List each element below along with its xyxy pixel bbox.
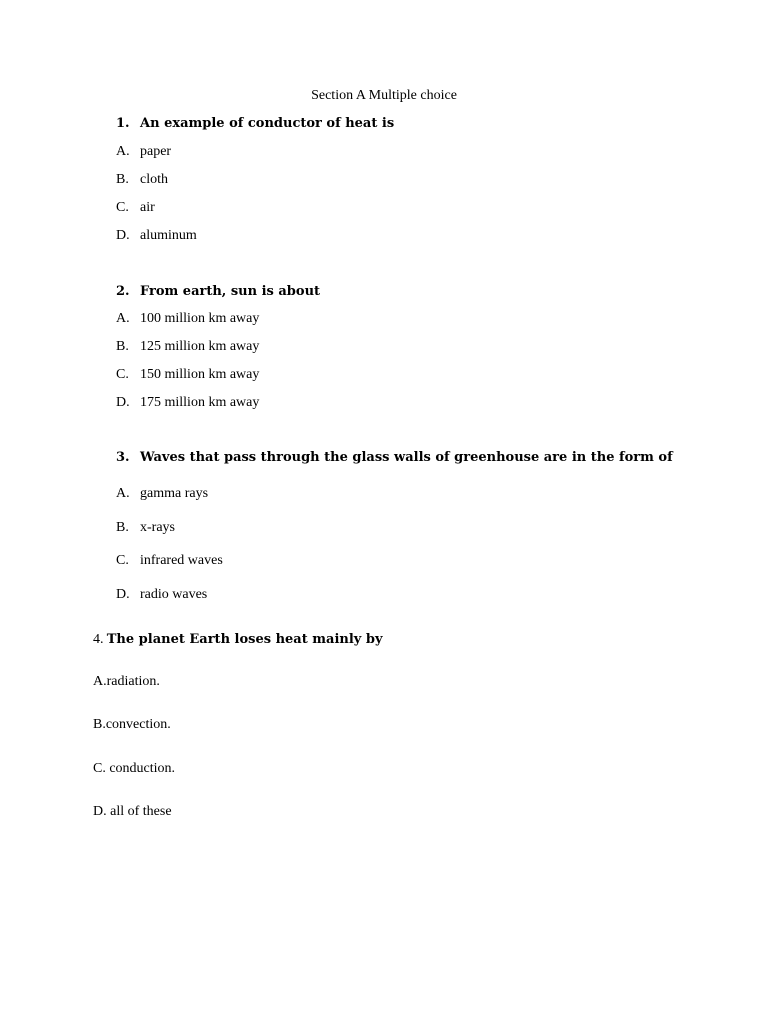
option-letter: C. bbox=[116, 367, 129, 382]
option-letter: C. bbox=[93, 761, 106, 776]
option-letter: D. bbox=[116, 395, 130, 410]
question-2-text: From earth, sun is about bbox=[140, 284, 321, 299]
option-letter: C. bbox=[116, 200, 129, 215]
option-letter: B. bbox=[116, 172, 129, 187]
option-letter: D. bbox=[93, 804, 107, 819]
question-3-option-b bbox=[116, 520, 175, 536]
question-4-option-a bbox=[93, 674, 160, 690]
question-1-number: 1. bbox=[116, 116, 130, 131]
question-1-stem bbox=[116, 116, 394, 132]
option-text: 150 million km away bbox=[140, 367, 260, 382]
option-letter: D. bbox=[116, 587, 130, 602]
option-text: radiation. bbox=[106, 674, 160, 689]
option-text: radio waves bbox=[140, 587, 208, 602]
question-2-option-b bbox=[116, 339, 259, 355]
option-letter: C. bbox=[116, 553, 129, 568]
option-letter: A. bbox=[93, 674, 107, 689]
option-text: conduction. bbox=[109, 761, 176, 776]
option-text: aluminum bbox=[140, 228, 197, 243]
option-letter: A. bbox=[116, 486, 130, 501]
option-letter: A. bbox=[116, 311, 130, 326]
question-3-stem bbox=[116, 450, 673, 466]
question-2-option-c bbox=[116, 367, 259, 383]
question-2-number: 2. bbox=[116, 284, 130, 299]
question-4-option-c bbox=[93, 761, 175, 777]
option-text: cloth bbox=[140, 172, 168, 187]
option-text: x-rays bbox=[140, 520, 175, 535]
option-text: 100 million km away bbox=[140, 311, 260, 326]
question-2-option-a bbox=[116, 311, 259, 327]
option-letter: B. bbox=[116, 520, 129, 535]
question-4-option-d bbox=[93, 804, 172, 820]
question-2-stem bbox=[116, 284, 320, 300]
option-text: 125 million km away bbox=[140, 339, 260, 354]
question-3-option-d bbox=[116, 587, 207, 603]
option-letter: B. bbox=[116, 339, 129, 354]
question-1-text: An example of conductor of heat is bbox=[140, 116, 395, 131]
option-text: infrared waves bbox=[140, 553, 223, 568]
question-2-option-d bbox=[116, 395, 259, 411]
question-3-number: 3. bbox=[116, 450, 130, 465]
question-4-option-b bbox=[93, 717, 171, 733]
option-text: air bbox=[140, 200, 155, 215]
question-1-option-c bbox=[116, 200, 155, 216]
option-text: gamma rays bbox=[140, 486, 209, 501]
question-4-stem bbox=[93, 631, 383, 648]
question-3-option-c bbox=[116, 553, 223, 569]
option-text: convection. bbox=[105, 717, 171, 732]
option-letter: D. bbox=[116, 228, 130, 243]
question-1-option-a bbox=[116, 144, 171, 160]
option-text: paper bbox=[140, 144, 172, 159]
option-letter: B. bbox=[93, 717, 106, 732]
option-text: 175 million km away bbox=[140, 395, 260, 410]
question-4-number: 4. bbox=[93, 632, 104, 647]
question-3-text: Waves that pass through the glass walls of greenhouse are in the form of bbox=[140, 450, 673, 465]
option-text: all of these bbox=[110, 804, 172, 819]
question-1-option-b bbox=[116, 172, 168, 188]
section-title: Section A Multiple choice bbox=[311, 88, 457, 103]
question-4-text: The planet Earth loses heat mainly by bbox=[106, 632, 383, 647]
question-1-option-d bbox=[116, 228, 197, 244]
option-letter: A. bbox=[116, 144, 130, 159]
question-3-option-a bbox=[116, 486, 208, 502]
